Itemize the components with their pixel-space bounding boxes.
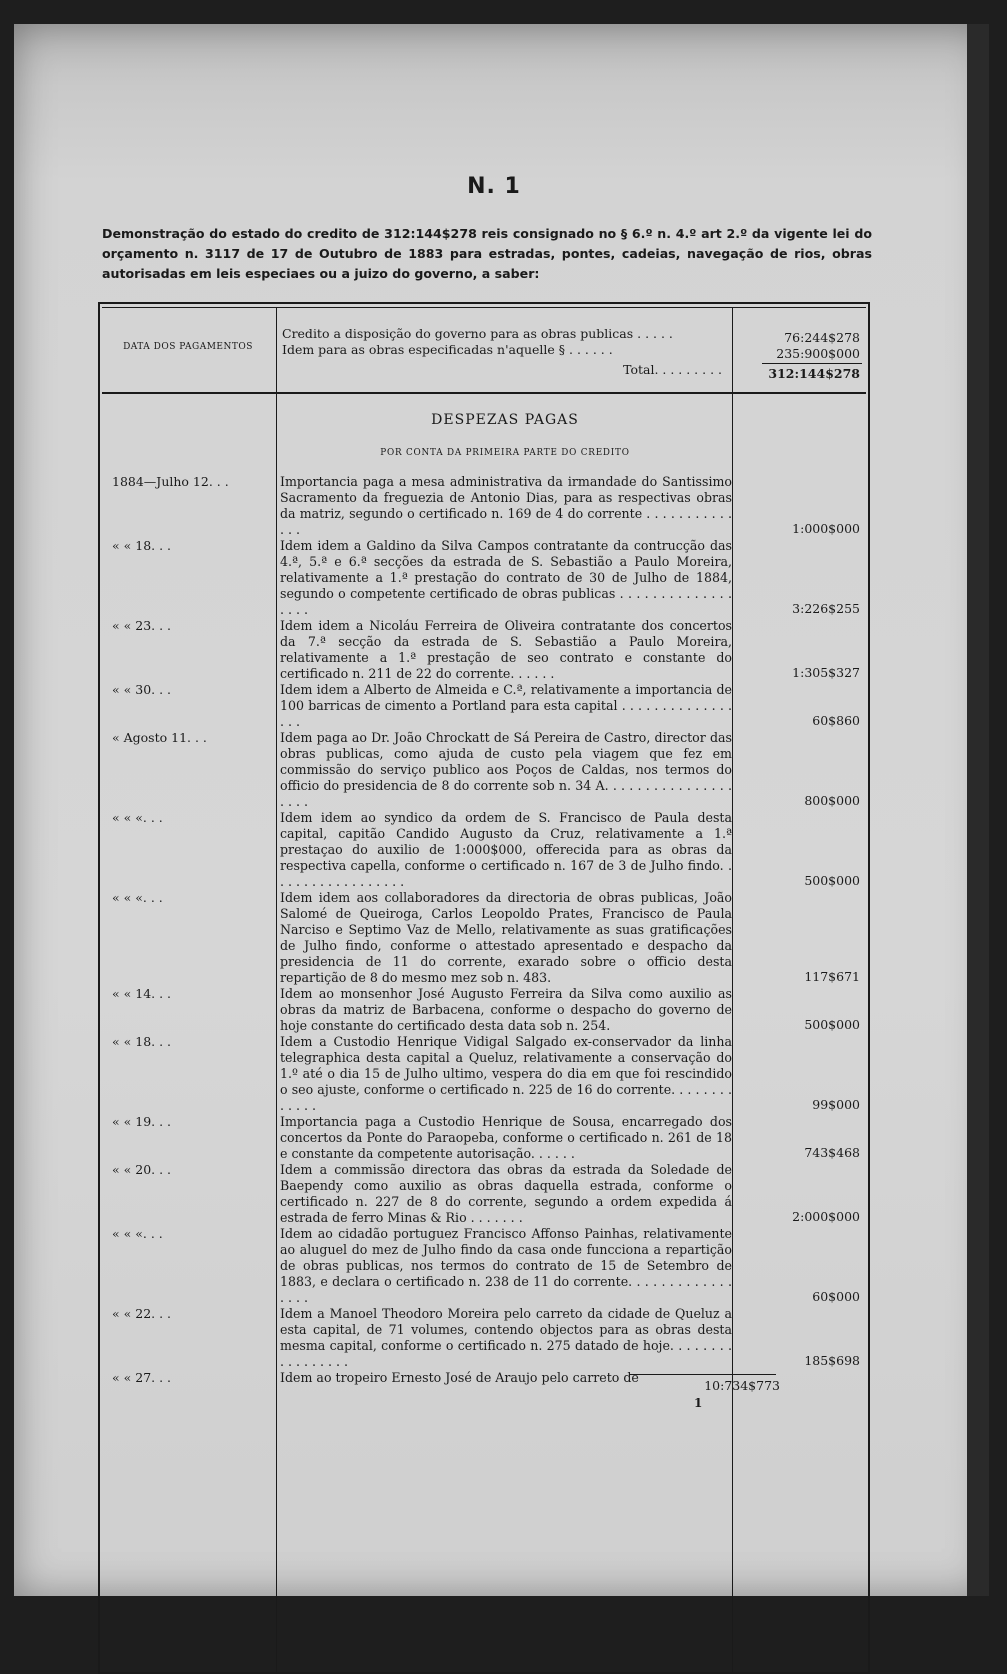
subtotal-rule bbox=[630, 1374, 776, 1375]
row-description: Idem a Custodio Henrique Vidigal Salgado ex-conservador da linha telegraphica desta capital a Queluz, relativamente a conservação do 1.º até o dia 15 de Julho ultimo, vespera do dia em que foi rescindido o seo ajuste, conforme o certificado n. 225 de 16 do corrente. . . . . . . . . . . . . bbox=[280, 1034, 732, 1113]
table-row bbox=[100, 730, 868, 810]
header-line-specific: Idem para as obras especificadas n'aquelle § . . . . . . bbox=[282, 342, 613, 357]
row-description: Idem paga ao Dr. João Chrockatt de Sá Pereira de Castro, director das obras publicas, como ajuda de custo pela viagem que fez em commissão do serviço publico aos Poços de Caldas, nos termos do officio do presidencia de 8 do corrente sob n. 34 A. . . . . . . . . . . . . . . . . . . . bbox=[280, 730, 732, 809]
table-row bbox=[100, 810, 868, 890]
header-amount-total: 312:144$278 bbox=[768, 366, 860, 381]
row-amount: 2:000$000 bbox=[792, 1209, 860, 1224]
row-date: « « 18. . . bbox=[112, 1034, 172, 1049]
row-description: Idem idem a Galdino da Silva Campos contratante da contrucção das 4.ª, 5.ª e 6.ª secções da estrada de S. Sebastião a Paulo Moreira, relativamente a 1.ª prestação do contrato de 30 de Julho de 1884, segundo o competente certificado de obras publicas . . . . . . . . . . . . . . . . . . bbox=[280, 538, 732, 617]
row-amount: 500$000 bbox=[804, 873, 860, 888]
row-description: Idem a commissão directora das obras da estrada da Soledade de Baependy como auxilio as obras daquella estrada, conforme o certificado n. 227 de 8 do corrente, segundo a ordem expedida á estrada de ferro Minas & Rio . . . . . . . bbox=[280, 1162, 732, 1225]
payments-table bbox=[98, 302, 870, 1674]
sheet-signature-mark: 1 bbox=[694, 1396, 703, 1410]
row-amount: 500$000 bbox=[804, 1017, 860, 1032]
table-row bbox=[100, 1114, 868, 1162]
row-date: « « 14. . . bbox=[112, 986, 172, 1001]
row-amount: 60$000 bbox=[812, 1289, 860, 1304]
row-date: « « 27. . . bbox=[112, 1370, 172, 1385]
table-row bbox=[100, 1162, 868, 1226]
row-date: « « 30. . . bbox=[112, 682, 172, 697]
row-date: « « «. . . bbox=[112, 810, 163, 825]
table-row bbox=[100, 682, 868, 730]
total-rule bbox=[762, 363, 862, 364]
row-amount: 1:305$327 bbox=[792, 665, 860, 680]
row-description: Idem ao monsenhor José Augusto Ferreira da Silva como auxilio as obras da matriz de Barbacena, conforme o despacho do governo de hoje constante do certificado desta data sob n. 254. bbox=[280, 986, 732, 1033]
table-row bbox=[100, 474, 868, 538]
row-description: Idem idem ao syndico da ordem de S. Francisco de Paula desta capital, capitão Candido Augusto da Cruz, relativamente a 1.ª prestaçao do auxilio de 1:000$000, offerecida para as obras da respectiva capella, conforme o certificado n. 167 de 3 de Julho findo. . . . . . . . . . . . . . . . . . bbox=[280, 810, 732, 889]
table-row bbox=[100, 538, 868, 618]
page-title: N. 1 bbox=[467, 174, 521, 199]
row-amount: 800$000 bbox=[804, 793, 860, 808]
row-description: Idem ao cidadão portuguez Francisco Affonso Painhas, relativamente ao aluguel do mez de Julho findo da casa onde funcciona a repartição de obras publicas, nos termos do contrato de 15 de Setembro de 1883, e declara o certificado n. 238 de 11 do corrente. . . . . . . . . . . . . . . . . bbox=[280, 1226, 732, 1305]
row-amount: 743$468 bbox=[804, 1145, 860, 1160]
row-amount: 117$671 bbox=[804, 969, 860, 984]
row-date: « « «. . . bbox=[112, 1226, 163, 1241]
intro-paragraph: Demonstração do estado do credito de 312:144$278 reis consignado no § 6.º n. 4.º art 2.º da vigente lei do orçamento n. 3117 de 17 de Outubro de 1883 para estradas, pontes, cadeias, navegação de rios, obras autorisadas em leis especiaes ou a juizo do governo, a saber: bbox=[102, 226, 872, 281]
date-column-header: DATA DOS PAGAMENTOS bbox=[123, 342, 253, 352]
table-row bbox=[100, 618, 868, 682]
row-amount: 60$860 bbox=[812, 713, 860, 728]
row-date: « « 23. . . bbox=[112, 618, 172, 633]
table-row bbox=[100, 986, 868, 1034]
document-page bbox=[14, 24, 989, 1596]
row-amount: 185$698 bbox=[804, 1353, 860, 1368]
row-description: Idem idem a Nicoláu Ferreira de Oliveira contratante dos concertos da 7.ª secção da estrada de S. Sebastião a Paulo Moreira, relativamente a 1.ª prestação de seo contrato e constante do certificado n. 211 de 22 do corrente. . . . . . bbox=[280, 618, 732, 681]
row-date: « « 19. . . bbox=[112, 1114, 172, 1129]
carried-total: 10:734$773 bbox=[704, 1378, 780, 1393]
header-line-credit: Credito a disposição do governo para as obras publicas . . . . . bbox=[282, 326, 673, 341]
payment-rows bbox=[100, 474, 868, 1386]
row-description: Idem idem aos collaboradores da directoria de obras publicas, João Salomé de Queiroga, Carlos Leopoldo Prates, Francisco de Paula Narciso e Septimo Vaz de Mello, relativamente as suas gratificações de Julho findo, conforme o attestado apresentado e despacho da presidencia de 11 do corrente, exarado sobre o officio desta repartição de 8 do mesmo mez sob n. 483. bbox=[280, 890, 732, 985]
table-row bbox=[100, 890, 868, 986]
header-amount-credit: 76:244$278 bbox=[784, 330, 860, 345]
row-description: Importancia paga a mesa administrativa da irmandade do Santissimo Sacramento da freguezia de Antonio Dias, para as respectivas obras da matriz, segundo o certificado n. 169 de 4 do corrente . . . . . . . . . . . . . . bbox=[280, 474, 732, 537]
table-row bbox=[100, 1034, 868, 1114]
row-date: « « 22. . . bbox=[112, 1306, 172, 1321]
scan-edge bbox=[967, 24, 989, 1596]
row-amount: 1:000$000 bbox=[792, 521, 860, 536]
table-row bbox=[100, 1306, 868, 1370]
row-date: « « 20. . . bbox=[112, 1162, 172, 1177]
row-date: « « «. . . bbox=[112, 890, 163, 905]
row-amount: 99$000 bbox=[812, 1097, 860, 1112]
row-amount: 3:226$255 bbox=[792, 601, 860, 616]
row-description: Idem ao tropeiro Ernesto José de Araujo pelo carreto de bbox=[280, 1370, 639, 1385]
row-description: Idem idem a Alberto de Almeida e C.ª, relativamente a importancia de 100 barricas de cimento a Portland para esta capital . . . . . . . . . . . . . . . . . bbox=[280, 682, 732, 729]
row-date: « Agosto 11. . . bbox=[112, 730, 207, 745]
header-divider bbox=[102, 392, 866, 394]
section-title: DESPEZAS PAGAS bbox=[431, 412, 579, 428]
row-date: « « 18. . . bbox=[112, 538, 172, 553]
row-date: 1884—Julho 12. . . bbox=[112, 474, 229, 489]
row-description: Idem a Manoel Theodoro Moreira pelo carreto da cidade de Queluz a esta capital, de 71 volumes, contendo objectos para as obras desta mesma capital, conforme o certificado n. 275 datado de hoje. . . . . . . . . . . . . . . . . bbox=[280, 1306, 732, 1369]
header-amount-specific: 235:900$000 bbox=[776, 346, 860, 361]
table-row bbox=[100, 1226, 868, 1306]
header-line-total: Total. . . . . . . . . bbox=[623, 362, 722, 377]
section-subtitle: POR CONTA DA PRIMEIRA PARTE DO CREDITO bbox=[380, 448, 630, 458]
row-description: Importancia paga a Custodio Henrique de Sousa, encarregado dos concertos da Ponte do Paraopeba, conforme o certificado n. 261 de 18 e constante da competente autorisação. . . . . . bbox=[280, 1114, 732, 1161]
